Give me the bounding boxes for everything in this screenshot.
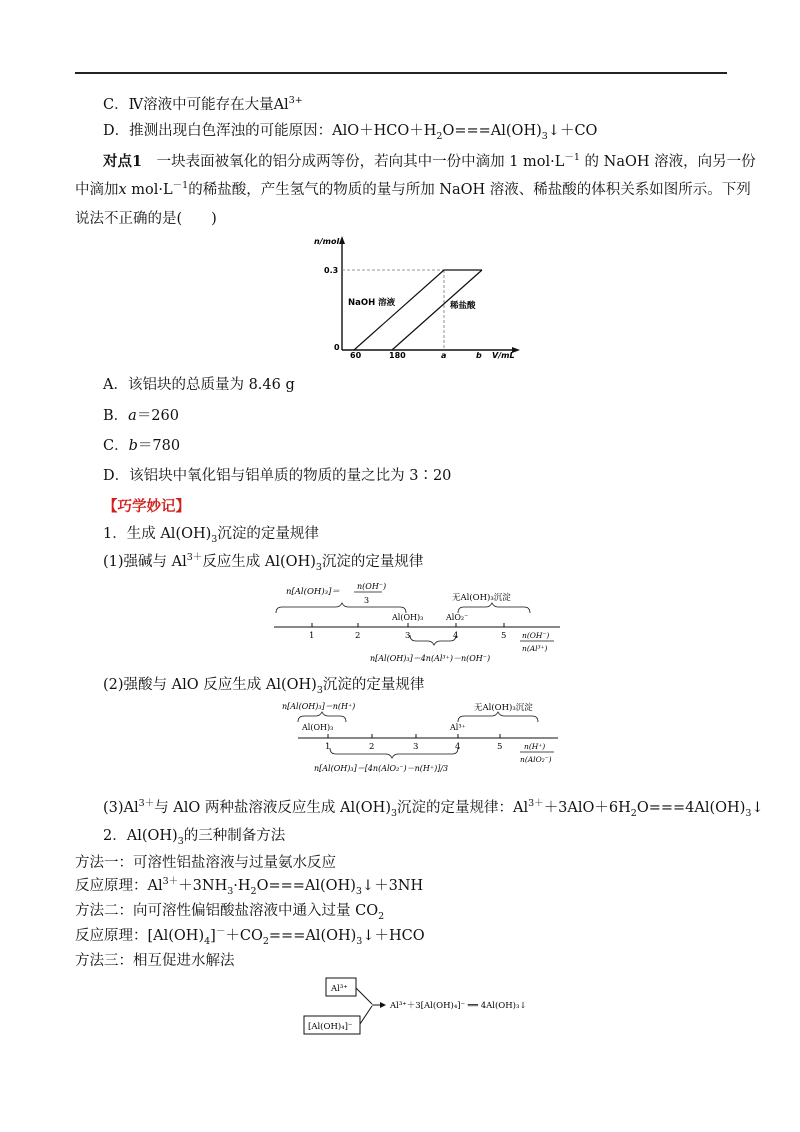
y-axis-arrow: [339, 236, 345, 244]
number-line-diagram-2: [278, 696, 568, 776]
hcl-label: 稀盐酸: [450, 301, 476, 311]
d2-tick-label: 3: [413, 742, 419, 752]
d1-mark-b: AlO₂⁻: [446, 613, 469, 622]
d1-brace-top-left: [276, 603, 406, 613]
section-1-title: 1．生成 $Al(OH)_3$沉淀的定量规律: [103, 526, 319, 545]
section-1-1: (1)强碱与 $Al^{3+}$反应生成 $Al(OH)_3$沉淀的定量规律: [103, 552, 424, 573]
y-tick-label: 0.3: [324, 266, 339, 275]
d2-brace-formula: n[Al(OH)₃]＝n(H⁺): [282, 702, 356, 711]
d1-brace-formula: n[Al(OH)₃]＝: [286, 587, 340, 597]
method-1: 方法一：可溶性铝盐溶液与过量氨水反应: [75, 855, 336, 871]
d2-tick-label: 1: [325, 742, 331, 752]
d1-mark-a: Al(OH)₃: [392, 613, 424, 622]
arrow-lower: [360, 1006, 372, 1024]
x-tick-180: 180: [389, 351, 406, 360]
section-1-2: (2)强酸与 AlO 反应生成 $Al(OH)_3$沉淀的定量规律: [103, 677, 425, 696]
d1-tick-label: 2: [355, 631, 361, 641]
d2-mark-b: Al³⁺: [450, 723, 466, 732]
prev-option-c: C．Ⅳ溶液中可能存在大量$Al^{3+}$: [103, 95, 303, 113]
option-d: D．该铝块中氧化铝与铝单质的物质的量之比为 3∶20: [103, 468, 452, 484]
arrow-head: [380, 1002, 386, 1008]
d1-no-ppt: 无Al(OH)₃沉淀: [452, 593, 511, 603]
arrow-upper: [356, 988, 372, 1004]
header-rule: [75, 72, 727, 74]
method-2: 方法二：向可溶性偏铝酸盐溶液中通入过量 $CO_2$: [75, 903, 385, 922]
d2-brace-bottom: [330, 748, 458, 758]
d1-brace-top-right: [458, 603, 530, 613]
reaction-1: 反应原理：$Al^{3+}+3NH_3\cdot H_2O===Al(OH)_3↓+3NH$: [75, 876, 424, 897]
d1-brace-bottom: [410, 635, 456, 645]
d2-tick-label: 5: [497, 742, 503, 752]
x-tick-60: 60: [350, 351, 362, 360]
d2-mark-a: Al(OH)₃: [302, 723, 334, 732]
d2-bottom-formula: n[Al(OH)₃]＝[4n(AlO₂⁻)－n(H⁺)]/3: [314, 764, 449, 773]
hydrolysis-equation: Al³⁺＋3[Al(OH)₄]⁻ ══ 4Al(OH)₃↓: [390, 1001, 527, 1011]
section-2-title: 2．$Al(OH)_3$的三种制备方法: [103, 828, 286, 847]
option-b: B．a＝260: [103, 408, 179, 424]
x-axis-label: V/mL: [492, 351, 515, 360]
x-tick-a: a: [441, 351, 447, 360]
origin-label: 0: [334, 343, 340, 352]
d2-brace-top-left: [298, 712, 346, 722]
question-1-stem-line-1: 对点1 一块表面被氧化的铝分成两等份，若向其中一份中滴加 1 $mol\cdot L^{-1}$ 的 NaOH 溶液，向另一份: [103, 152, 756, 170]
d2-tick-label: 4: [455, 742, 461, 752]
naoh-line: [354, 270, 444, 350]
d2-brace-top-right: [458, 712, 538, 722]
question-1-stem-line-2: 中滴加x $mol\cdot L^{-1}$的稀盐酸，产生氢气的物质的量与所加 NaOH 溶液、稀盐酸的体积关系如图所示。下列: [75, 180, 751, 198]
d2-ratio-num: n(H⁺): [524, 742, 546, 751]
question-1-stem-line-3: 说法不正确的是( ): [75, 211, 217, 227]
tips-title: 【巧学妙记】: [103, 498, 190, 515]
d2-tick-label: 2: [369, 742, 375, 752]
d2-no-ppt: 无Al(OH)₃沉淀: [474, 703, 533, 713]
d1-tick-label: 5: [501, 631, 507, 641]
box-aloh4-label: [Al(OH)₄]⁻: [308, 1022, 353, 1032]
section-1-3: $(3)Al^{3+}$与 AlO 两种盐溶液反应生成 $Al(OH)_3$沉淀的定量规律：$Al^{3+}+3AlO+6H_2O===4Al(OH)_3↓$: [103, 798, 764, 819]
d1-bottom-formula: n[Al(OH)₃]＝4n(Al³⁺)－n(OH⁻): [370, 654, 491, 663]
d1-tick-label: 1: [309, 631, 315, 641]
d2-ratio-den: n(AlO₂⁻): [520, 755, 552, 764]
d1-frac-den: 3: [364, 596, 370, 605]
prev-option-d: D．推测出现白色浑浊的可能原因：$AlO+HCO+H_2O===Al(OH)_3↓+CO$: [103, 123, 598, 142]
d1-tick-label: 3: [405, 631, 411, 641]
naoh-label: NaOH 溶液: [348, 298, 396, 308]
x-tick-b: b: [476, 351, 482, 360]
d1-ratio-num: n(OH⁻): [522, 631, 550, 640]
number-line-diagram-1: [270, 575, 570, 667]
mutual-hydrolysis-diagram: [300, 972, 540, 1042]
option-c: C．b＝780: [103, 438, 181, 454]
d1-ratio-den: n(Al³⁺): [522, 644, 548, 653]
hydrogen-volume-graph: [310, 230, 530, 360]
option-a: A．该铝块的总质量为 8.46 g: [103, 377, 295, 393]
d1-tick-label: 4: [453, 631, 459, 641]
reaction-2: 反应原理：$[Al(OH)_4]^-+CO_2===Al(OH)_3↓+HCO$: [75, 926, 425, 947]
d1-frac-num: n(OH⁻): [357, 582, 387, 591]
box-al3-label: Al³⁺: [331, 984, 348, 994]
method-3: 方法三：相互促进水解法: [75, 953, 235, 969]
y-axis-label: n/mol: [314, 237, 340, 246]
